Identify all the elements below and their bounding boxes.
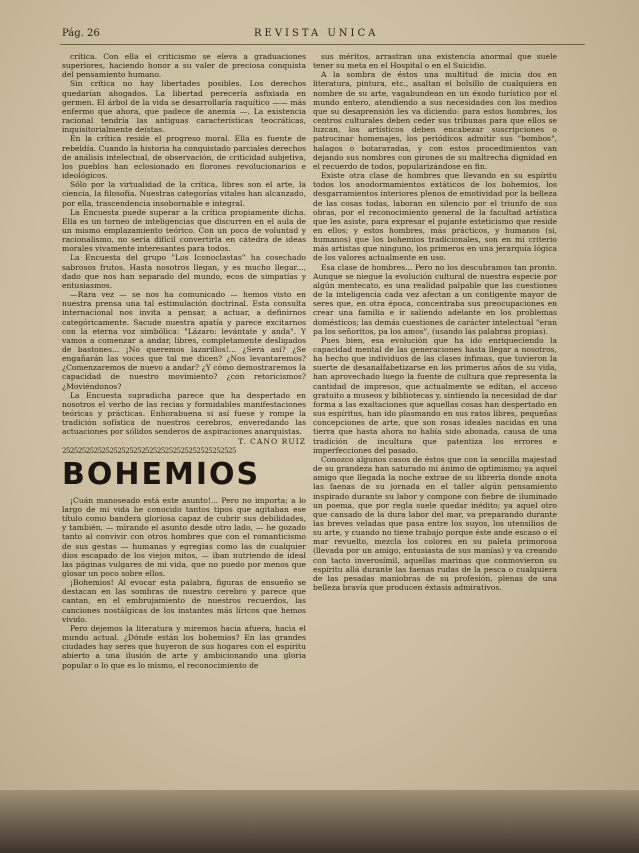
magazine-title: REVISTA UNICA bbox=[254, 28, 379, 39]
paragraph: Esa clase de hombres... Pero no los descubramos tan pronto. Aunque se niegue la evolución cultural de nuestra especie por algún mentecato, es una realidad palpable que las cuestiones de la inteligencia cada vez afectan a un contigente mayor de seres que, en otra época, concentraba sus preocupaciones en crear una familia e ir saliendo adelante en los problemas domésticos; las demás cuestiones de carácter intelectual "eran pa los señoritos, pa los amos", (usando las palabras propias). bbox=[313, 262, 557, 336]
paragraph: crítica. Con ella el criticismo se eleva a graduaciones superiores, haciendo honor a su valer de preciosa conquista del pensamiento humano. bbox=[62, 52, 306, 80]
paragraph: La Encuesta supradicha parece que ha despertado en nosotros el verbo de las recias y formidables manifestaciones teóricas y prácticas. Enhorabuena si así fuese y rompe la tradición sofística de nuestros cerebros, enveredando las actuaciones por sólidos senderos de aspiraciones anarquistas. bbox=[62, 390, 306, 437]
page-number: Pág. 26 bbox=[62, 28, 100, 39]
paragraph: A la sombra de éstos una multitud de inicia dos en literatura, pintura, etc., asaltan el bolsillo de cualquiera en nombre de su arte, vagabundean en un éxodo turístico por el mundo entero, atendiendo a sus necesidades con los medios que su desaprensión les va diciendo: para estos hombres, los centros culturales deben ceder sus tribunas para que ellos se luzcan, los artísticos deben encabezar suscripciones o patrocinar homenajes, los periódicos admitir sus "bombos", halagos o botarатadas, y con estos procedimientos van dejando sus nombres con girones de su maltrecha dignidad en el recuerdo de todos, popularizándose en fin. bbox=[313, 70, 557, 171]
paragraph: ¡Cuán manoseado está este asunto!... Pero no importa; a lo largo de mi vida he conocido tantos tipos que agitaban ese título como bandera gloriosa capaz de cubrir sus debilidades, y también, — mirando el asunto desde otro lado, — he gozado tanto al convivir con otros hombres que con el romanticismo de sus gestas — humanas y egregias como las de cualquier dios escapado de los viejos mitos, — iban nutriendo de ideal las páginas vulgares de mi vida, que no puedo por menos que glosar un poco sobre ellos. bbox=[62, 495, 306, 578]
paragraph: En la crítica reside el progreso moral. Ella es fuente de rebeldía. Cuando la historia ha conquistado parciales derechos de análisis intelectual, de observación, de criticidad subjetiva, los pueblos han eclosionado en florones revolucionarios e ideológicos. bbox=[62, 134, 306, 181]
paragraph: Pues bien, esa evolución que ha ido enriqueciendo la capacidad mental de las generaciones hasta llegar a nosotros, ha hecho que individuos de las clases ínfimas, que tuvieron la suerte de desanalfabetizarse en los primeros años de su vida, han aprovechado luego la fuente de cultura que representa la cantidad de impresos, que actualmente se editan, el acceso gratuito a museos y bibliotecas y, sintiendo la necesidad de dar forma a las exaltaciones que aquellas cosas han despertado en sus espíritus, han ido plasmando en sus ratos libres, pequeñas concepciones de arte, que son rosas ideales nacidas en una tierra que hasta ahora no había sido abonada, causa de una tradición de incultura que patentiza los errores e imperfecciones del pasado. bbox=[313, 335, 557, 455]
paragraph: Conozco algunos casos de éstos que con la sencilla majestad de su grandeza han saturado mi ánimo de optimismo; ya aquel amigo que llegada la noche extrae de su librería donde anota las faenas de su jornada en el taller algún pensamiento inspirado durante su labor y compone con fiebre de iluminado un poema, que por regla suele quedar inédito; ya aquel otro que cansado de la dura labor del mar, va preparando durante las breves veladas que pasa entre los suyos, los utensilios de su arte, y cuando no tiene trabajo porque éste ande escaso o el mar revuelto, mezcla los colores en su paleta primorosa (llevada por un amigo, entusiasta de sus manías) y va creando con tacto inverosímil, aquellas marinas que conmovieron su espíritu allá durante las faenas rudas de la pesca o cualquiera de las pesadas maniobras de su profesión, plenas de una belleza bravía que producen éxtasis admirativos. bbox=[313, 454, 557, 593]
paragraph: La Encuesta puede superar a la crítica propiamente dicha. Ella es un torneo de inteligencias que discurren en el aula de un mismo emplazamiento teórico. Con un poco de voluntad y racionalismo, no sería difícil convertirla en cátedra de ideas morales vivamente interesantes para todos. bbox=[62, 207, 306, 254]
paragraph: La Encuesta del grupo "Los Iconoclastas" ha cosechado sabrosos frutos. Hasta nosotros llegan, y es mucho llegar..., dado que nos han separado del mundo, ecos de simpatías y entusiasmos. bbox=[62, 253, 306, 290]
page-bottom-shadow bbox=[0, 790, 639, 853]
paragraph: ¡Bohemios! Al evocar esta palabra, figuras de ensueño se destacan en las sombras de nuestro cerebro y parece que cantan, en el embrujamiento de nuestros recuerdos, las canciones nostálgicas de los instantes más líricos que hemos vivido. bbox=[62, 578, 306, 624]
article-signature: T. CANO RUIZ bbox=[238, 436, 306, 446]
paragraph: —Rara vez — se nos ha comunicado — hemos visto en nuestra prensa una tal estimulación doctrinal. Esta consulta internacional nos invita a pensar, a actuar, a definirnos categóricamente. Sacude nuestra apatía y parece excitarnos con la eterna voz simbólica: "Lázaro: levántate y anda". Y vamos a comenzar a andar, libres, completamente desligados de bastones... ¡No queremos lazarillos!... ¿Será así? ¿Se engañarán las voces que tal me dicen? ¿Nos levantaremos? ¿Comenzaremos de nuevo a andar? ¿Y cómo demostraremos la capacidad de nuestro movimiento? ¿con retoricismos? ¿Moviéndonos? bbox=[62, 290, 306, 391]
paragraph: sus méritos, arrastran una existencia anormal que suele tener su meta en el Hospital o en el Suicidio. bbox=[313, 52, 557, 71]
page-header bbox=[62, 28, 582, 44]
left-column bbox=[62, 52, 306, 802]
paragraph: Existe otra clase de hombres que llevando en su espíritu todos los anodormamientos extáticos de los bohemios, los desgarramientos interiores plenos de emotividad por la belleza de las cosas todas, laboran en silencio por el triunfo de sus obras, por el reconocimiento general de la facultad artística que les asiste, para expresar el pujante esteticismo que reside en ellos; y estos hombres, más prácticos, y humanos (si, humanos) que los bohemios tradicionales, son en mi criterio más artistas que ninguno, los primeros en una jerarquía lógica de los valores actualmente en uso. bbox=[313, 171, 557, 263]
section-title: BOHEMIOS bbox=[62, 456, 261, 492]
ornament-divider: 25252525252525252525252525252525252525252525 bbox=[62, 446, 236, 455]
paragraph: Sólo por la virtualidad de la crítica, libres son el arte, la ciencia, la filosofía. Nuestras categorías vitales han alcanzado, por ella, trascendencia insobornable e integral. bbox=[62, 180, 306, 208]
header-divider bbox=[60, 44, 585, 45]
paragraph: Sin crítica no hay libertades posibles. Los derechos quedarían ahogados. La libertad perecería asfixiada en germen. El árbol de la vida se desarrollaría raquítico —— más enfermo que ahora, que padece de anemia —. La existencia racional tendría las antiguas características teocráticas, inquisitorialmente deístas. bbox=[62, 79, 306, 135]
right-column bbox=[313, 52, 557, 797]
paragraph: Pero dejemos la literatura y miremos hacia afuera, hacia el mundo actual. ¿Dónde están los bohemios? En las grandes ciudades hay seres que huyeron de sus hogares con el espíritu abierto a una ilusión de arte y ambicionando una gloria popular o lo que es lo mismo, el reconocimiento de bbox=[62, 623, 306, 670]
